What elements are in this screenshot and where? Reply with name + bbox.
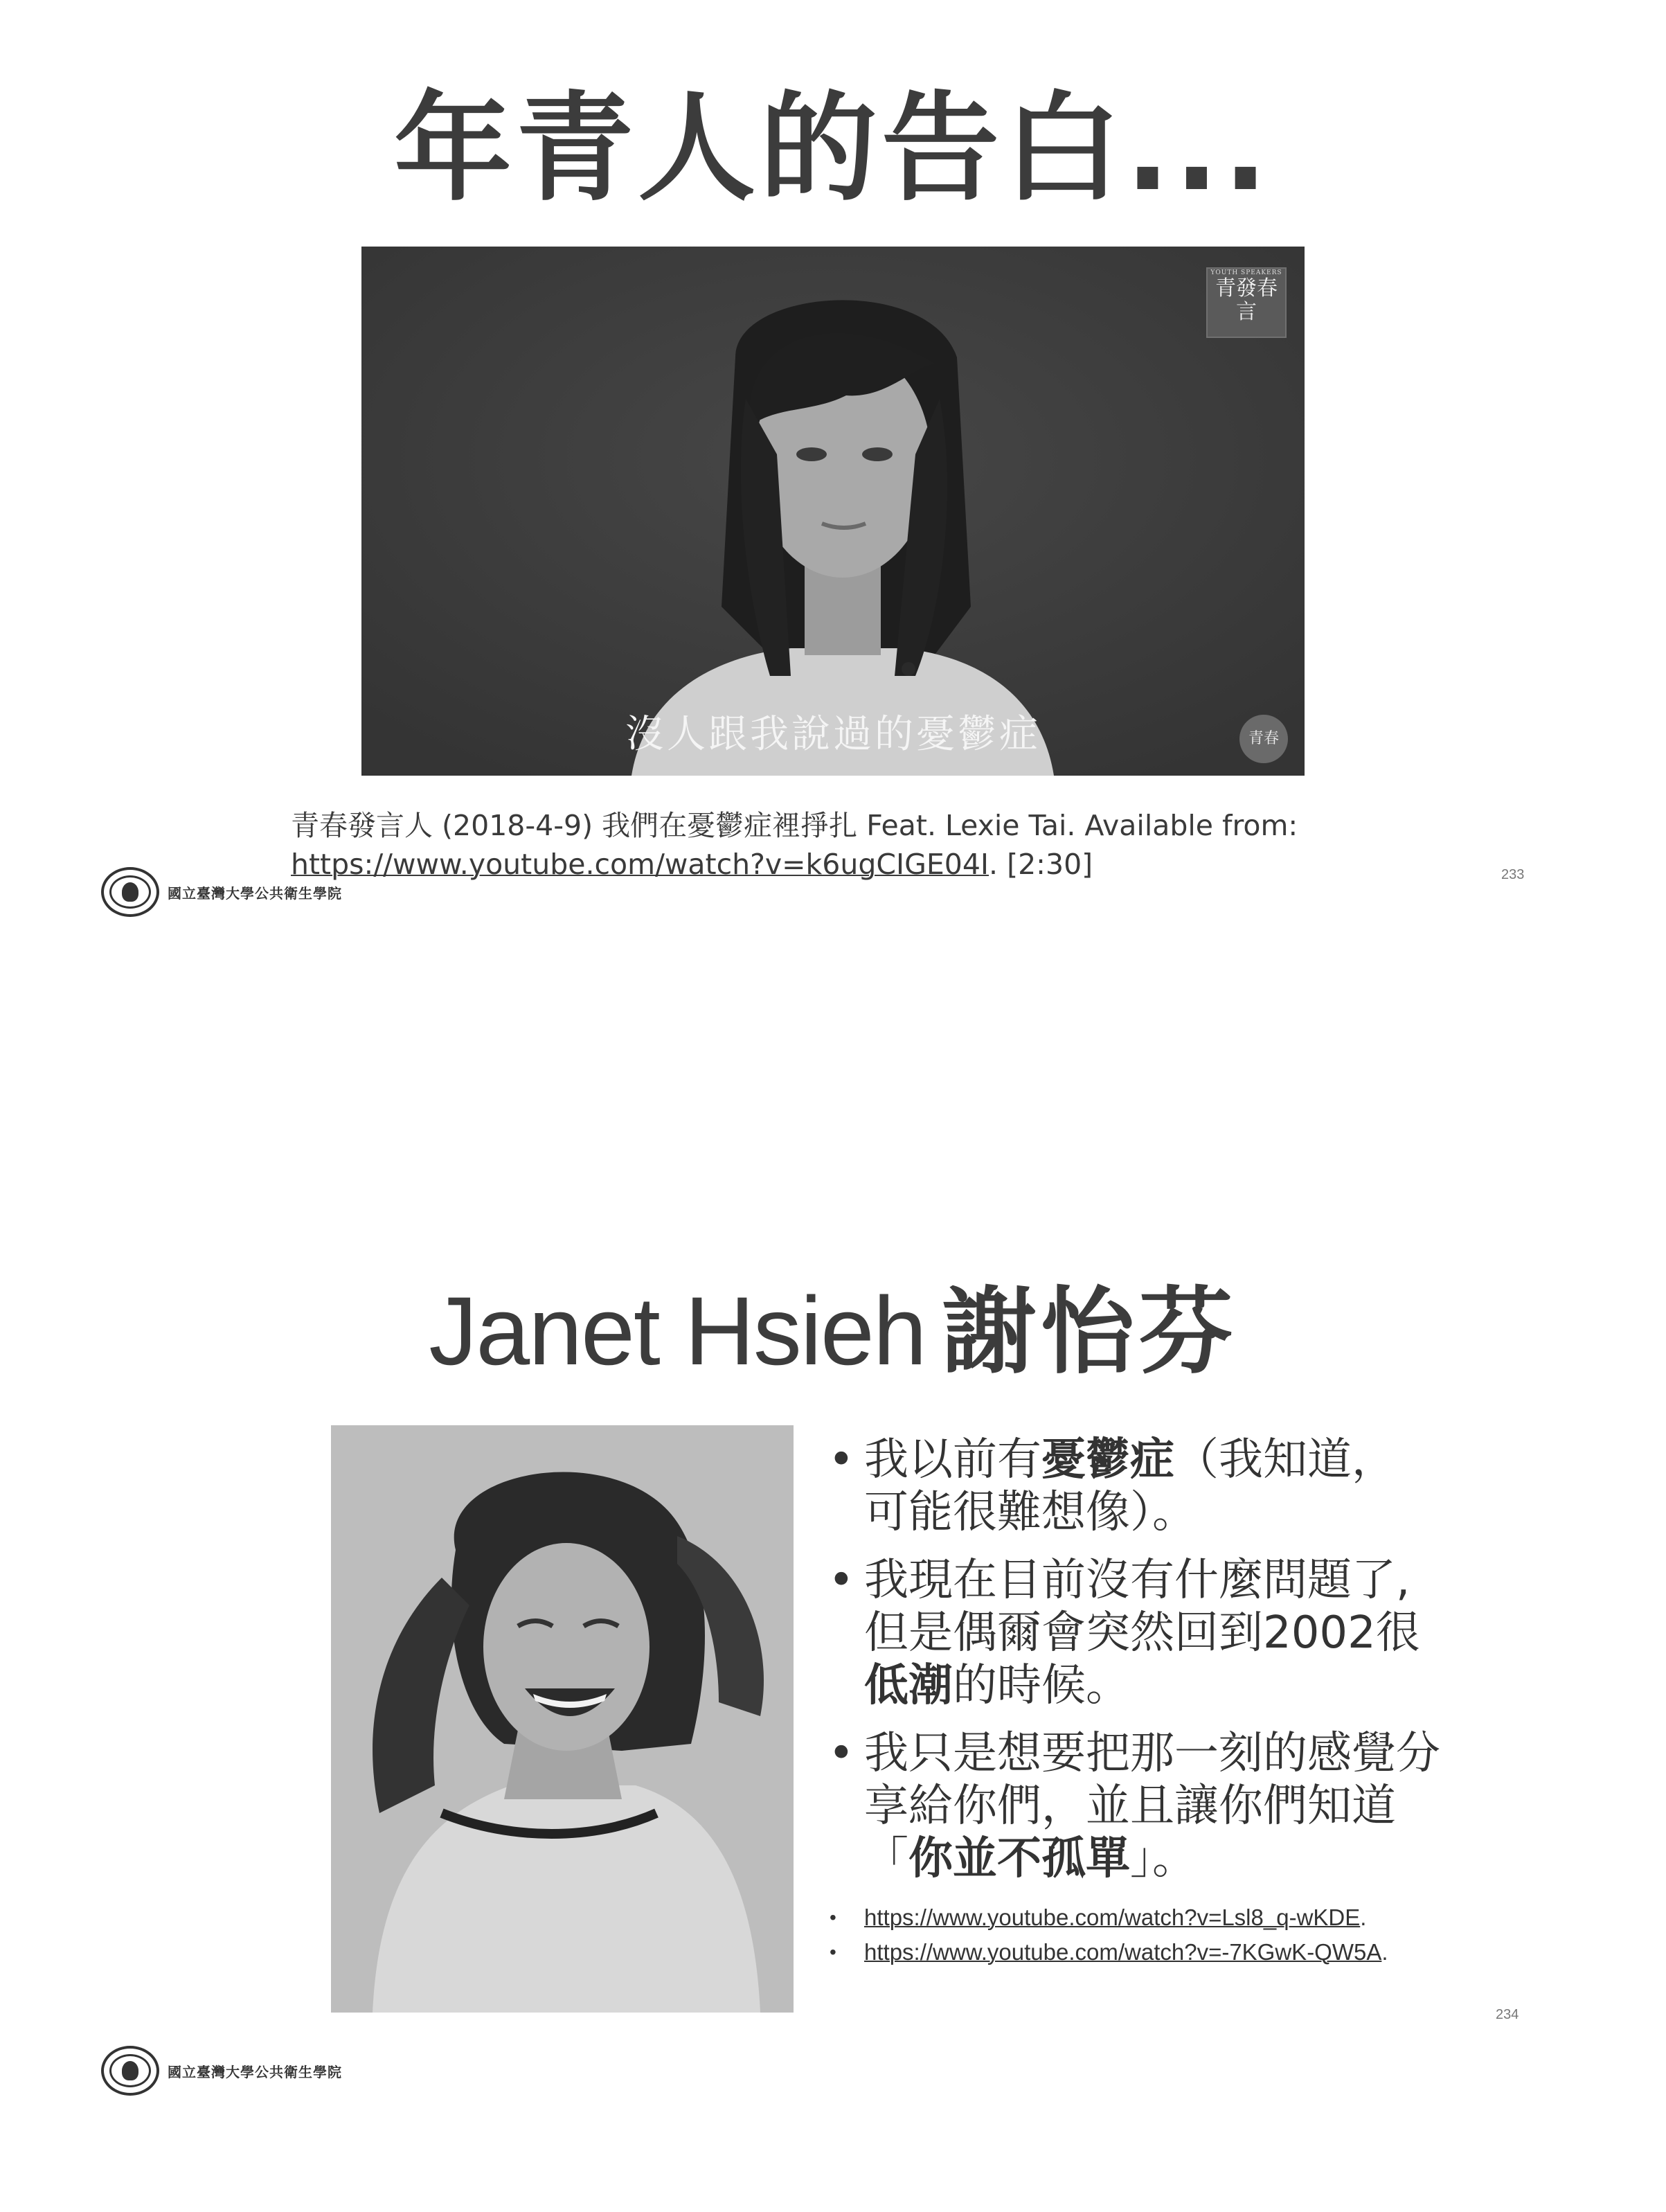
slide-title-english: Janet Hsieh — [429, 1276, 926, 1385]
link-suffix: . — [1360, 1905, 1367, 1930]
page-number: 233 — [1501, 867, 1525, 882]
youtube-link[interactable]: https://www.youtube.com/watch?v=-7KGwK-QW5A — [864, 1939, 1382, 1965]
channel-badge-icon: 青春 — [1239, 715, 1288, 763]
bullet-item — [828, 1434, 1493, 1539]
bullet-text: 「 — [864, 1833, 908, 1884]
bullet-emphasis: 低潮 — [864, 1660, 953, 1711]
citation-text: 青春發言人 (2018-4-9) 我們在憂鬱症裡掙扎 Feat. Lexie Tai. Available from: — [291, 809, 1298, 842]
bullet-text: 可能很難想像）。 — [864, 1487, 1197, 1538]
bullet-text: 」。 — [1130, 1833, 1197, 1884]
video-citation — [291, 806, 1329, 884]
bullet-text: （我知道， — [1174, 1434, 1396, 1486]
page-number: 234 — [1496, 2007, 1519, 2022]
portrait-photo — [331, 1425, 794, 2013]
bullet-item — [828, 1554, 1493, 1712]
slide-title: 年青人的告白... — [394, 80, 1272, 217]
bullet-text: • 我現在目前沒有什麼問題了, — [864, 1555, 1410, 1606]
youtube-link[interactable]: https://www.youtube.com/watch?v=Lsl8_q-wKDE — [864, 1905, 1361, 1930]
bullet-text: • 我只是想要把那一刻的感覺分 — [864, 1728, 1440, 1779]
bullet-item — [828, 1727, 1493, 1885]
slide-footer — [101, 2044, 342, 2097]
footer-institution: 國立臺灣大學公共衛生學院 — [168, 2063, 342, 2080]
channel-logo-tagline: YOUTH SPEAKERS — [1210, 269, 1282, 276]
slide-title-chinese: 謝怡芬 — [942, 1278, 1237, 1387]
citation-suffix: . [2:30] — [989, 848, 1093, 881]
university-seal-icon — [101, 867, 159, 917]
bullet-emphasis: 憂鬱症 — [1041, 1434, 1174, 1486]
bullet-emphasis: 你並不孤單 — [908, 1833, 1130, 1884]
video-thumbnail[interactable] — [361, 247, 1305, 776]
video-subtitle: 沒人跟我說過的憂鬱症 — [625, 712, 1041, 757]
reference-link-item — [828, 1900, 1493, 1935]
channel-logo-text: 青發春言 — [1215, 276, 1278, 324]
reference-link-item — [828, 1935, 1493, 1970]
link-suffix: . — [1381, 1939, 1388, 1965]
bullet-text: 享給你們，並且讓你們知道 — [864, 1781, 1396, 1832]
video-still-image — [361, 247, 1305, 776]
bullet-text: 我以前有 — [864, 1434, 1041, 1486]
bullet-list — [828, 1434, 1493, 1900]
reference-links — [828, 1900, 1493, 1970]
channel-logo — [1206, 267, 1287, 338]
portrait-image — [331, 1425, 794, 2013]
slide-title — [0, 1276, 1666, 1387]
citation-link[interactable]: https://www.youtube.com/watch?v=k6ugCIGE04I — [291, 848, 989, 881]
footer-institution: 國立臺灣大學公共衛生學院 — [168, 884, 342, 902]
bullet-text: 的時候。 — [953, 1660, 1130, 1711]
slide-footer — [101, 866, 342, 918]
university-seal-icon — [101, 2046, 159, 2096]
bullet-text: 但是偶爾會突然回到2002很 — [864, 1607, 1420, 1659]
